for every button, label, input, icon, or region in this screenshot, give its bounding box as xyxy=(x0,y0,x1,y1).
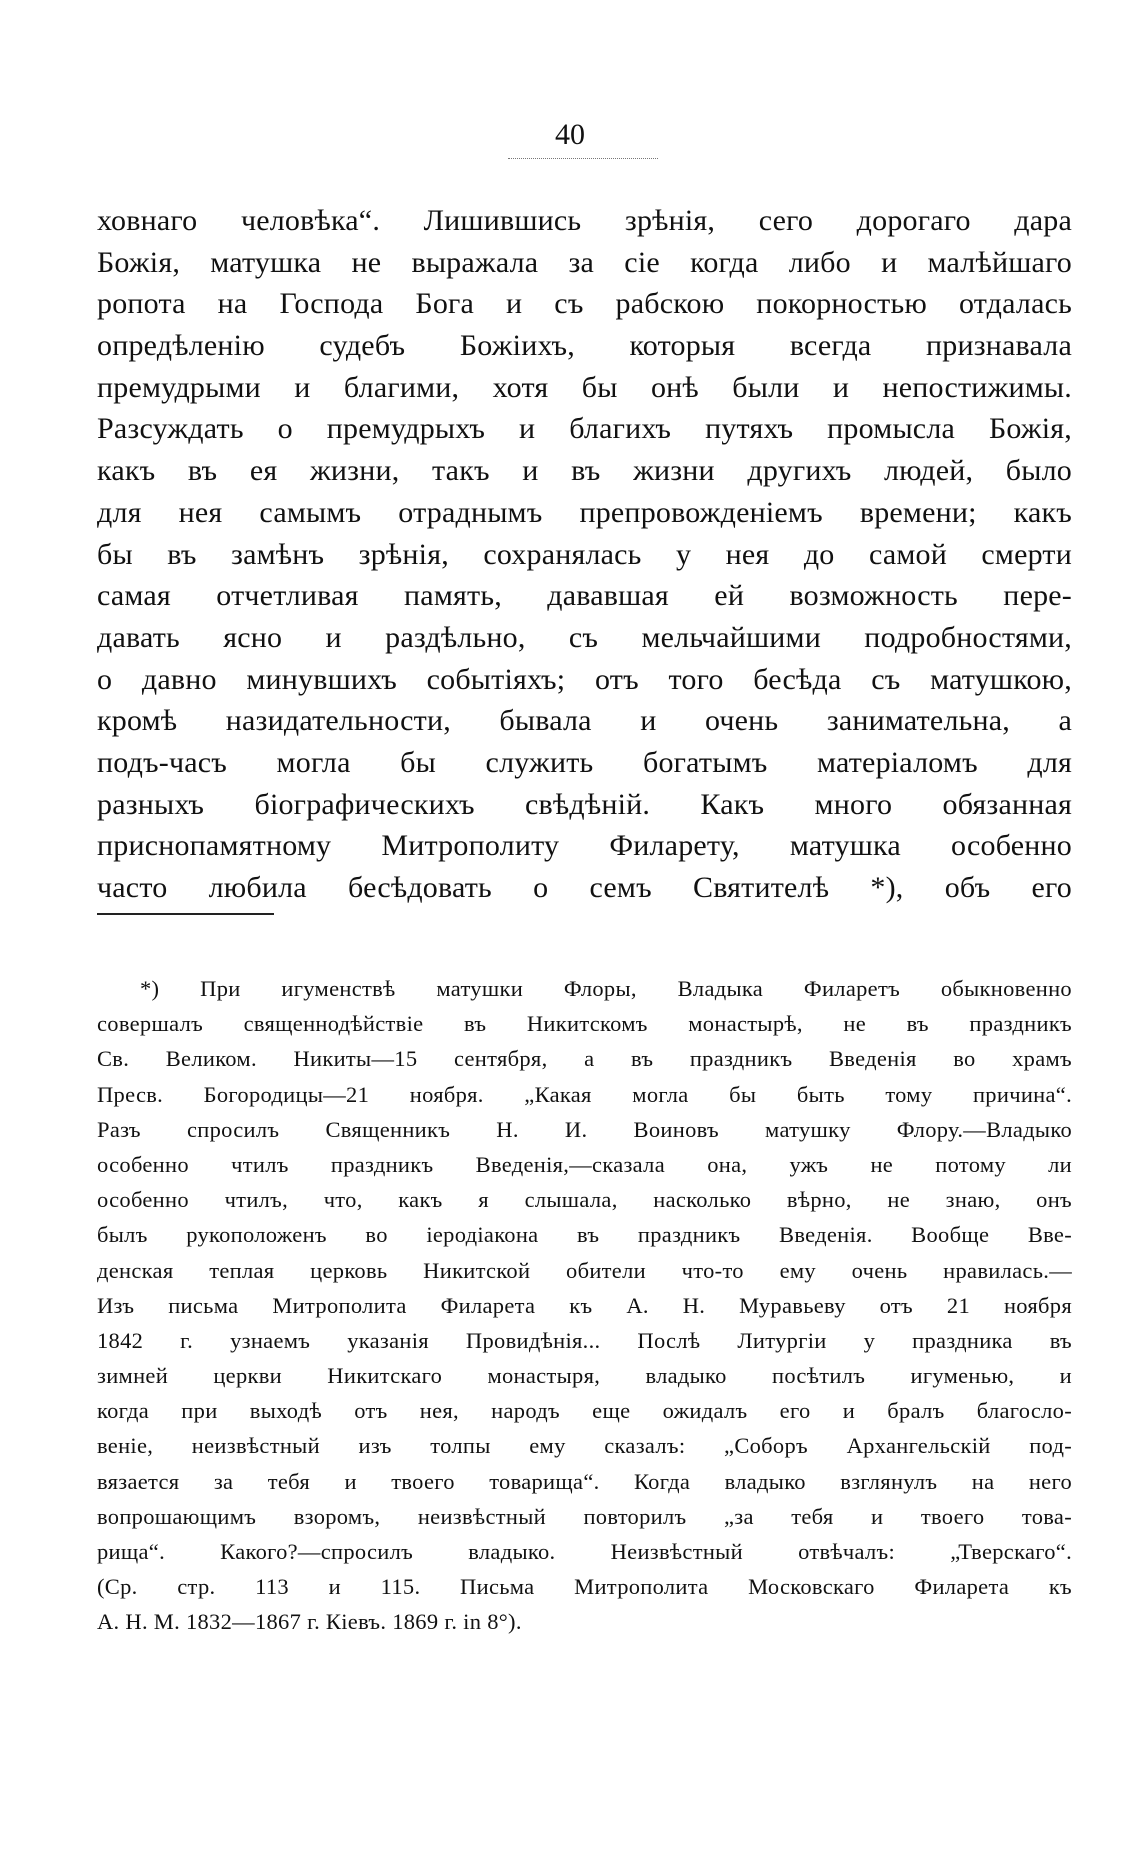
footnote-separator xyxy=(97,913,274,915)
footnote-line: вопрошающимъ взоромъ, неизвѣстный повторилъ „за тебя и твоего това- xyxy=(97,1503,1072,1529)
text-line: для нея самымъ отраднымъ препровожденіемъ времени; какъ xyxy=(97,495,1072,529)
footnote-line: когда при выходѣ отъ нея, народъ еще ожидалъ его и бралъ благосло- xyxy=(97,1398,1072,1424)
text-line: ропота на Господа Бога и съ рабскою покорностью отдалась xyxy=(97,287,1072,321)
footnote-line: *) При игуменствѣ матушки Флоры, Владыка Филаретъ обыкновенно xyxy=(140,976,1072,1001)
footnote-line: Изъ письма Митрополита Филарета къ А. Н. Муравьеву отъ 21 ноября xyxy=(97,1292,1072,1318)
footnote-line: рища“. Какого?—спросилъ владыко. Неизвѣстный отвѣчалъ: „Тверскаго“. xyxy=(97,1539,1072,1564)
text-line: часто любила бесѣдовать о семъ Святителѣ *), объ его xyxy=(97,871,1072,904)
text-line: премудрыми и благими, хотя бы онѣ были и непостижимы. xyxy=(97,370,1072,404)
footnote-line: денская теплая церковь Никитской обители что-то ему очень нравилась.— xyxy=(97,1257,1072,1283)
footnote-line: 1842 г. узнаемъ указанія Провидѣнія... Послѣ Литургіи у праздника въ xyxy=(97,1327,1072,1353)
text-line: какъ въ ея жизни, такъ и въ жизни другихъ людей, было xyxy=(97,454,1072,488)
main-text xyxy=(97,200,1072,909)
footnote-line: (Ср. стр. 113 и 115. Письма Митрополита Московскаго Филарета къ xyxy=(97,1574,1072,1600)
footnote-line: Разъ спросилъ Священникъ Н. И. Воиновъ матушку Флору.—Владыко xyxy=(97,1116,1072,1142)
footnote-line: особенно чтилъ праздникъ Введенія,—сказала она, ужъ не потому ли xyxy=(97,1151,1072,1177)
text-line: кромѣ назидательности, бывала и очень занимательна, а xyxy=(97,704,1072,738)
footnote-line: Св. Великом. Никиты—15 сентября, а въ праздникъ Введенія во храмъ xyxy=(97,1046,1072,1072)
footnote-line: зимней церкви Никитскаго монастыря, владыко посѣтилъ игуменью, и xyxy=(97,1363,1072,1389)
text-line: самая отчетливая память, дававшая ей возможность пере- xyxy=(97,579,1072,613)
footnote-line: вязается за тебя и твоего товарища“. Когда владыко взглянулъ на него xyxy=(97,1468,1072,1494)
text-line: приснопамятному Митрополиту Филарету, матушка особенно xyxy=(97,829,1072,863)
page-number-ornament xyxy=(508,158,658,165)
text-line: о давно минувшихъ событіяхъ; отъ того бесѣда съ матушкою, xyxy=(97,662,1072,696)
text-line: разныхъ біографическихъ свѣдѣній. Какъ много обязанная xyxy=(97,787,1072,821)
text-line: Разсуждать о премудрыхъ и благихъ путяхъ промысла Божія, xyxy=(97,412,1072,446)
footnote xyxy=(97,971,1072,1640)
text-line: ховнаго человѣка“. Лишившись зрѣнія, сего дорогаго дара xyxy=(97,204,1072,237)
text-line: бы въ замѣнъ зрѣнія, сохранялась у нея до самой смерти xyxy=(97,537,1072,571)
footnote-line: особенно чтилъ, что, какъ я слышала, насколько вѣрно, не знаю, онъ xyxy=(97,1187,1072,1213)
text-line: Божія, матушка не выражала за сіе когда либо и малѣйшаго xyxy=(97,245,1072,279)
page-number: 40 xyxy=(555,118,585,151)
footnote-line: былъ рукоположенъ во іеродіакона въ праздникъ Введенія. Вообще Вве- xyxy=(97,1222,1072,1248)
footnote-line: А. Н. М. 1832—1867 г. Кіевъ. 1869 г. in 8°). xyxy=(97,1609,522,1635)
text-line: опредѣленію судебъ Божіихъ, которыя всегда признавала xyxy=(97,329,1072,363)
text-line: подъ-часъ могла бы служить богатымъ матеріаломъ для xyxy=(97,745,1072,779)
footnote-line: веніе, неизвѣстный изъ толпы ему сказалъ: „Соборъ Архангельскій под- xyxy=(97,1433,1072,1459)
text-line: давать ясно и раздѣльно, съ мельчайшими подробностями, xyxy=(97,620,1072,654)
footnote-line: Пресв. Богородицы—21 ноября. „Какая могла бы быть тому причина“. xyxy=(97,1081,1072,1107)
footnote-line: совершалъ священнодѣйствіе въ Никитскомъ монастырѣ, не въ праздникъ xyxy=(97,1011,1072,1037)
